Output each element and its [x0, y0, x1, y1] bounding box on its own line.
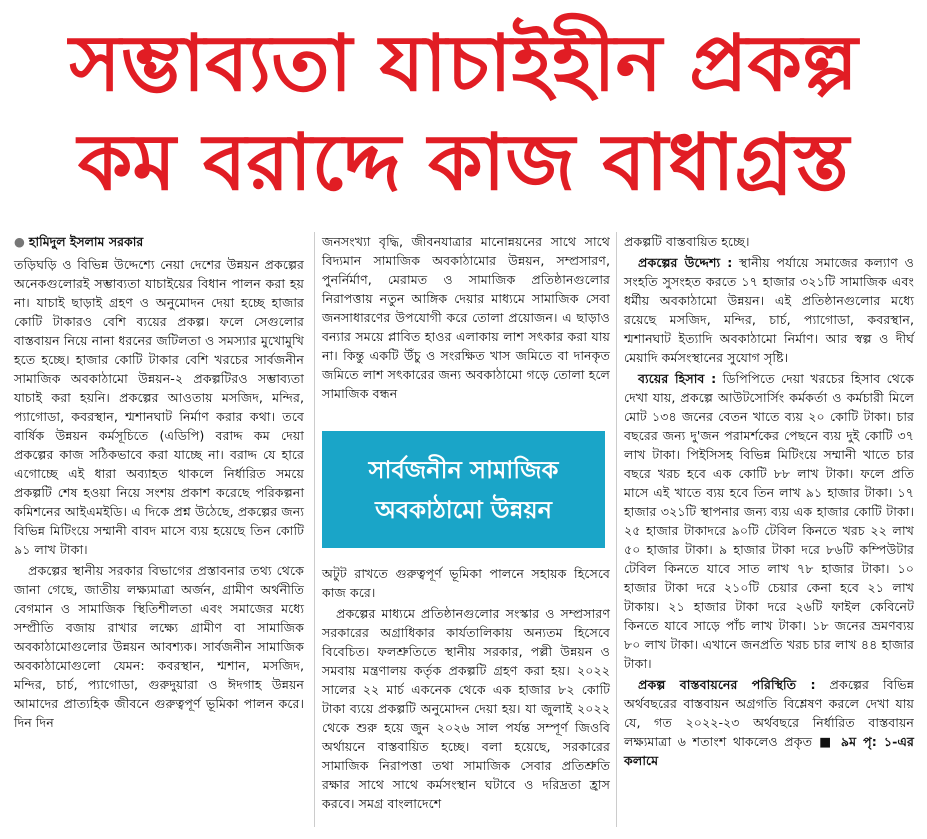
- headline-line-2: কম বরাদ্দে কাজ বাধাগ্রস্ত: [77, 118, 850, 208]
- article-column-2: [322, 232, 610, 405]
- paragraph: অটুট রাখতে গুরুত্বপূর্ণ ভূমিকা পালনে সহায়ক হিসেবে কাজ করে।: [322, 566, 610, 600]
- continued-jump-line: ■ ৯ম পৃ: ১-এর কলামে: [624, 734, 915, 768]
- section-lead: প্রকল্পের উদ্দেশ্য :: [638, 255, 733, 270]
- section-text: স্থানীয় পর্যায়ে সমাজের কল্যাণ ও সংহতি সুসংহত করতে ১৭ হাজার ৩২১টি সামাজিক এবং ধর্মীয় অবকাঠামো উন্নয়ন। এই প্রতিষ্ঠানগুলোর মধ্যে রয়েছে মসজিদ, মন্দির, চার্চ, প্যাগোডা, কবরস্থান, শ্মশানঘাট ইত্যাদি অবকাঠামো নির্মাণ। আর স্বল্প ও দীর্ঘ মেয়াদি কর্মসংস্থানের সুযোগ সৃষ্টি।: [624, 255, 914, 365]
- paragraph: [624, 253, 914, 367]
- section-lead: ব্যয়ের হিসাব :: [638, 371, 717, 386]
- bullet-icon: ●: [14, 234, 25, 249]
- section-text: ডিপিপিতে দেয়া খরচের হিসাব থেকে দেখা যায়, প্রকল্পে আউটসোর্সিং কর্মকর্তা ও কর্মচারী মিলে মোট ১৩৪ জনের বেতন খাতে ব্যয় ২০ কোটি টাকা। চার বছরের জন্য দু'জন পরামর্শকের পেছনে ব্যয় দুই কোটি ৩৭ লাখ টাকা। পিইসিসহ বিভিন্ন মিটিংয়ে সম্মানী খাতে চার বছরে খরচ হবে এক কোটি ৮৮ লাখ টাকা। ফলে প্রতি মাসে এই খাতে ব্যয় হবে তিন লাখ ৯১ হাজার টাকা। ১৭ হাজার ৩২১টি স্থাপনার জন্য ব্যয় এক হাজার কোটি টাকা। ২৫ হাজার টাকাদরে ৯০টি টেবিল কিনতে খরচ ২২ লাখ ৫০ হাজার টাকা। ৯ হাজার টাকা দরে ৮৬টি কম্পিউটার টেবিল কিনতে যাবে সাত লাখ ৭৮ হাজার টাকা। ১০ হাজার টাকা দরে ২১০টি চেয়ার কেনা হবে ২১ লাখ টাকায়। ২১ হাজার টাকা দরে ২৬টি ফাইল কেবিনেট কিনতে যাবে সাড়ে পাঁচ লাখ টাকা। ১৮ জনের ভ্রমণব্যয় ৮০ লাখ টাকা। এখানে জনপ্রতি খরচ চার লাখ ৪৪ হাজার টাকা।: [624, 371, 914, 671]
- article-column-1: [14, 232, 304, 734]
- paragraph: [624, 369, 914, 673]
- article-column-3: [624, 232, 914, 772]
- section-text: প্রকল্পের বিভিন্ন অর্থবছরের বাস্তবায়ন অগ্রগতি বিশ্লেষণ করলে দেখা যায় যে, গত ২০২২-২৩ অর্থবছরে নির্ধারিত বাস্তবায়ন লক্ষ্যমাত্রা ৬ শতাংশ থাকলেও প্রকৃত: [624, 677, 914, 749]
- paragraph: প্রকল্পটি বাস্তবায়িত হচ্ছে।: [624, 234, 750, 249]
- pull-quote-box: [322, 431, 605, 548]
- byline-author: হামিদুল ইসলাম সরকার: [28, 234, 144, 249]
- column-divider: [314, 232, 315, 827]
- article-column-2-continued: [322, 564, 610, 815]
- pull-quote-line-2: অবকাঠামো উন্নয়ন: [375, 495, 552, 524]
- paragraph: জনসংখ্যা বৃদ্ধি, জীবনযাত্রার মানোন্নয়নের সাথে সাথে বিদ্যমান সামাজিক অবকাঠামোর উন্নয়ন, সম্প্রসারণ, পুনর্নির্মাণ, মেরামত ও সামাজিক প্রতিষ্ঠানগুলোর নিরাপত্তায় নতুন আঙ্গিক দেয়ার মাধ্যমে সামাজিক সেবা জনসাধারণের উপযোগী করে তোলা প্রয়োজন। এ ছাড়াও বন্যার সময়ে প্লাবিত হাওর এলাকায় লাশ সৎকার করা যায় না। কিন্তু একটি উঁচু ও সংরক্ষিত খাস জমিতে বা দানকৃত জমিতে লাশ সৎকারের জন্য অবকাঠামো গড়ে তোলা হলে সামাজিক বন্ধন: [322, 234, 610, 401]
- section-lead: প্রকল্প বাস্তবায়নের পরিস্থিতি :: [638, 677, 816, 692]
- paragraph: প্রকল্পের মাধ্যমে প্রতিষ্ঠানগুলোর সংস্কার ও সম্প্রসারণ সরকারের অগ্রাধিকার কার্যতালিকায় অন্যতম হিসেবে বিবেচিত। ফলশ্রুতিতে স্থানীয় সরকার, পল্লী উন্নয়ন ও সমবায় মন্ত্রণালয় কর্তৃক প্রকল্পটি গ্রহণ করা হয়। ২০২২ সালের ২২ মার্চ একনেক থেকে এক হাজার ৮২ কোটি টাকা ব্যয়ে প্রকল্পটি অনুমোদন দেয়া হয়। যা জুলাই ২০২২ থেকে শুরু হয়ে জুন ২০২৬ সাল পর্যন্ত সম্পূর্ণ জিওবি অর্থায়নে বাস্তবায়িত হচ্ছে। বলা হয়েছে, সরকারের সামাজিক নিরাপত্তা তথা সামাজিক সেবার প্রতিশ্রুতি রক্ষার সাথে সাথে কর্মসংস্থান ঘটাবে ও দরিদ্রতা হ্রাস করবে। সমগ্র বাংলাদেশে: [322, 606, 610, 811]
- column-divider: [616, 232, 617, 827]
- headline-line-1: সম্ভাব্যতা যাচাইহীন প্রকল্প: [69, 19, 858, 109]
- paragraph: [624, 675, 914, 770]
- paragraph: প্রকল্পের স্থানীয় সরকার বিভাগের প্রস্তাবনার তথ্য থেকে জানা গেছে, জাতীয় লক্ষ্যমাত্রা অর্জন, গ্রামীণ অর্থনীতি বেগমান ও সামাজিক স্থিতিশীলতা এবং সমাজের মধ্যে সম্প্রীতি বজায় রাখার লক্ষ্যে গ্রামীণ বা সামাজিক অবকাঠামোগুলোর উন্নয়ন আবশ্যক। সার্বজনীন সামাজিক অবকাঠামোগুলো যেমন: কবরস্থান, শ্মশান, মসজিদ, মন্দির, চার্চ, প্যাগোডা, গুরুদুয়ারা ও ঈদগাহ উন্নয়ন আমাদের প্রাত্যহিক জীবনে গুরুত্বপূর্ণ ভূমিকা পালন করে। দিন দিন: [14, 563, 304, 730]
- paragraph: তড়িঘড়ি ও বিভিন্ন উদ্দেশ্যে নেয়া দেশের উন্নয়ন প্রকল্পের অনেকগুলোরই সম্ভাব্যতা যাচাইয়ের বিধান পালন করা হয় না। যাচাই ছাড়াই গ্রহণ ও অনুমোদন দেয়া হচ্ছে হাজার কোটি টাকারও বেশি ব্যয়ের প্রকল্প। ফলে সেগুলোর বাস্তবায়ন নিয়ে নানা ধরনের জটিলতা ও সমস্যার মুখোমুখি হতে হচ্ছে। হাজার কোটি টাকার বেশি খরচের সার্বজনীন সামাজিক অবকাঠামো উন্নয়ন-২ প্রকল্পটিরও সম্ভাব্যতা যাচাই করা হয়নি। প্রকল্পের আওতায় মসজিদ, মন্দির, প্যাগোডা, কবরস্থান, শ্মশানঘাট নির্মাণ করার কথা। তবে বার্ষিক উন্নয়ন কর্মসূচিতে (এডিপি) বরাদ্দ কম দেয়া প্রকল্পের কাজ সঠিকভাবে করা যাচ্ছে না। বরাদ্দ যে হারে এগোচ্ছে এই ধারা অব্যাহত থাকলে নির্ধারিত সময়ে প্রকল্পটি শেষ হওয়া নিয়ে সংশয় প্রকাশ করেছে পরিকল্পনা কমিশনের আইএমইডি। এ দিকে প্রশ্ন উঠেছে, প্রকল্পের জন্য বিভিন্ন মিটিংয়ে সম্মানী বাবদ মাসে ব্যয় হয়েছে তিন কোটি ৯১ লাখ টাকা।: [14, 257, 304, 557]
- byline: [14, 232, 304, 251]
- pull-quote-line-1: সার্বজনীন সামাজিক: [368, 455, 559, 484]
